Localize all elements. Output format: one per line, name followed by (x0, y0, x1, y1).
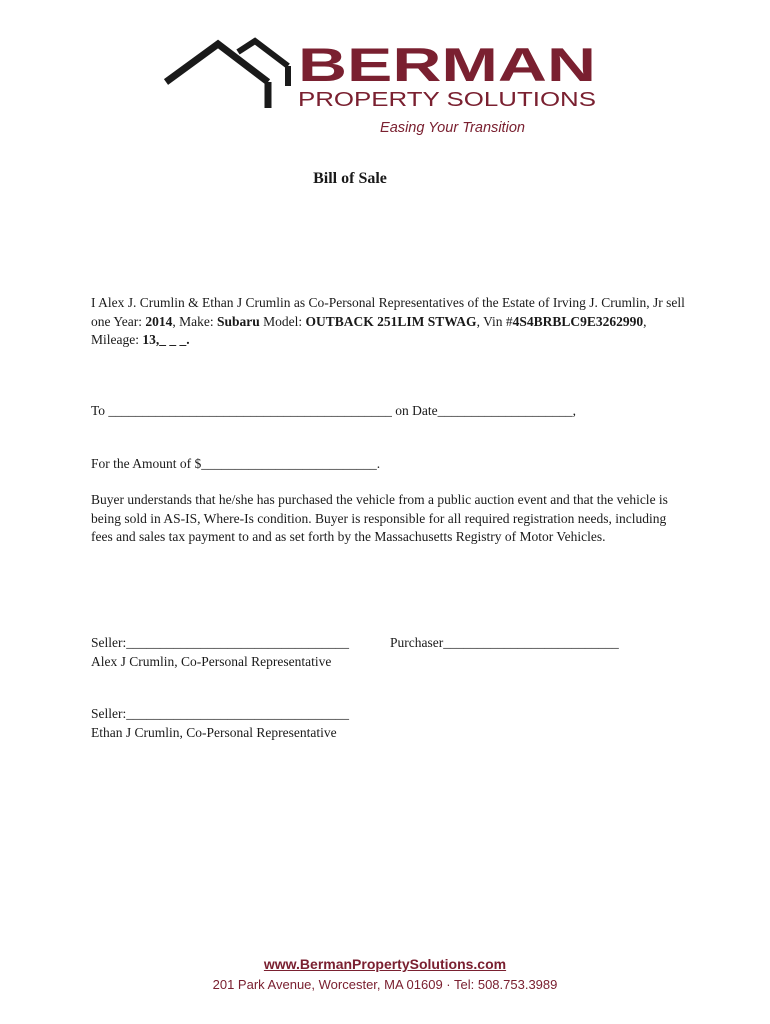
footer (0, 956, 770, 992)
company-logo (160, 36, 610, 140)
intro-text: , Vin # (476, 313, 513, 329)
logo-tagline: Easing Your Transition (380, 119, 525, 136)
footer-address: 201 Park Avenue, Worcester, MA 01609 · Tel: 508.753.3989 (212, 977, 558, 992)
seller-1-signature-line: Seller:_________________________________ (91, 635, 349, 650)
intro-text: Model: (259, 313, 306, 329)
seller-2-signature-line: Seller:_________________________________ (91, 706, 349, 721)
amount-line: For the Amount of $__________________________. (91, 456, 381, 471)
house-roof-icon (160, 36, 610, 140)
vehicle-make: Subaru (217, 313, 260, 329)
intro-text: , Mileage: (91, 313, 647, 347)
intro-text: I Alex J. Crumlin & Ethan J Crumlin as Co-Personal Representatives of the Estate of Irving J. Crumlin, Jr sell one Year: (91, 295, 685, 329)
seller-2-name: Ethan J Crumlin, Co-Personal Representative (91, 724, 337, 740)
terms-paragraph: Buyer understands that he/she has purchased the vehicle from a public auction event and that the vehicle is being sold in AS-IS, Where-Is condition. Buyer is responsible for all required registration needs, including fees and sales tax payment to and as set forth by the Massachusetts Registry of Motor Vehicles. (91, 492, 668, 544)
logo-name: BERMAN (298, 38, 596, 91)
vehicle-vin: 4S4BRBLC9E3262990 (512, 313, 644, 329)
seller-1-name: Alex J Crumlin, Co-Personal Representative (91, 653, 332, 669)
purchaser-signature-line: Purchaser__________________________ (390, 635, 619, 650)
vehicle-model: OUTBACK 251LIM STWAG (305, 313, 477, 329)
seller-2-signature-block (91, 705, 349, 742)
vehicle-year: 2014 (145, 313, 173, 329)
vehicle-mileage: 13,_ _ _. (142, 332, 190, 347)
intro-paragraph (91, 294, 686, 350)
seller-1-signature-block (91, 634, 349, 671)
to-date-line: To __________________________________________ on Date____________________, (91, 403, 577, 418)
logo-subtitle: PROPERTY SOLUTIONS (298, 89, 596, 111)
purchaser-signature-block (390, 634, 619, 653)
document-title: Bill of Sale (313, 170, 387, 187)
website-link[interactable]: www.BermanPropertySolutions.com (263, 956, 507, 972)
intro-text: , Make: (172, 313, 217, 329)
